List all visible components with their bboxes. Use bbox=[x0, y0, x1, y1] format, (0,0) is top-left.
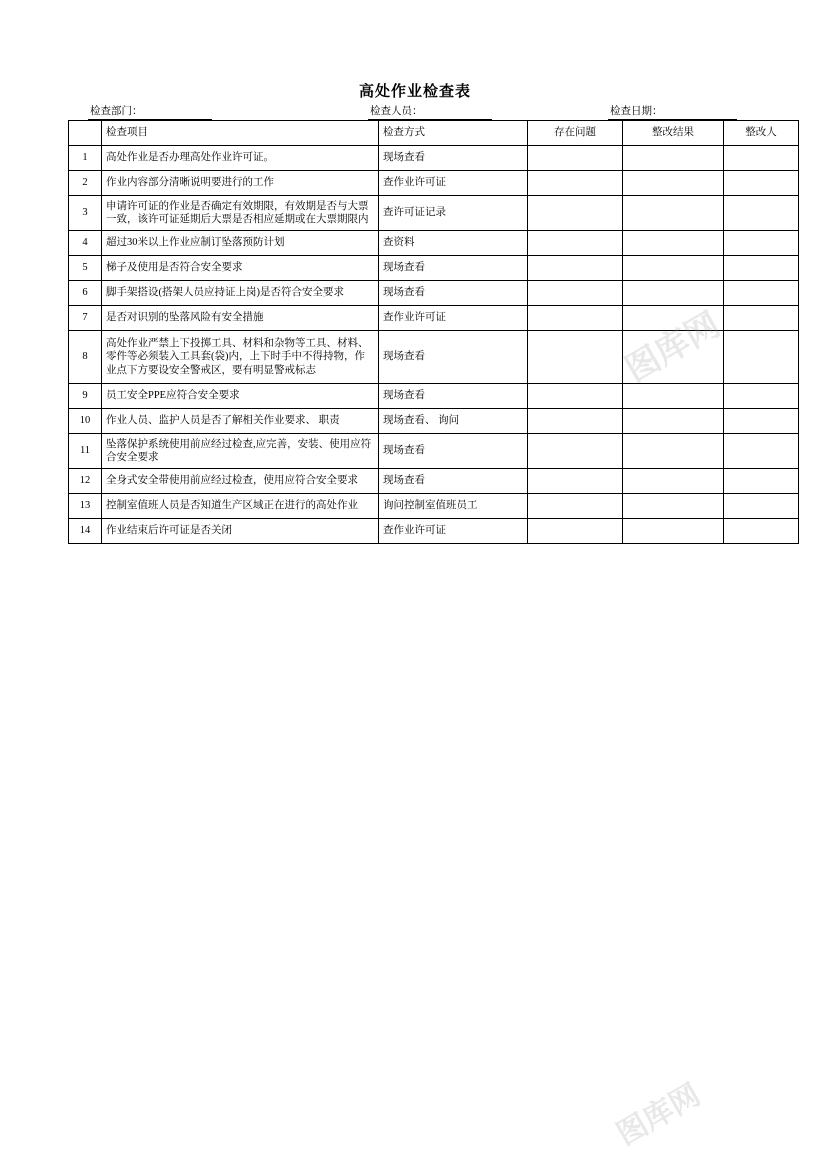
row-way: 现场查看 bbox=[379, 256, 528, 281]
row-person[interactable] bbox=[724, 171, 799, 196]
row-way: 现场查看 bbox=[379, 469, 528, 494]
meta-row bbox=[68, 103, 760, 119]
row-result[interactable] bbox=[623, 231, 724, 256]
table-row bbox=[69, 494, 799, 519]
row-item: 梯子及使用是否符合安全要求 bbox=[102, 256, 379, 281]
row-person[interactable] bbox=[724, 146, 799, 171]
row-way: 查资料 bbox=[379, 231, 528, 256]
check-person-field[interactable]: 检查人员： bbox=[368, 103, 492, 120]
row-result[interactable] bbox=[623, 519, 724, 544]
row-number: 5 bbox=[69, 256, 102, 281]
row-way: 现场查看 bbox=[379, 281, 528, 306]
row-item: 员工安全PPE应符合安全要求 bbox=[102, 384, 379, 409]
row-way: 现场查看 bbox=[379, 434, 528, 469]
row-problem[interactable] bbox=[528, 171, 623, 196]
table-row bbox=[69, 469, 799, 494]
row-person[interactable] bbox=[724, 469, 799, 494]
row-person[interactable] bbox=[724, 231, 799, 256]
row-way: 现场查看、 询问 bbox=[379, 409, 528, 434]
table-header-row bbox=[69, 121, 799, 146]
row-result[interactable] bbox=[623, 256, 724, 281]
row-result[interactable] bbox=[623, 281, 724, 306]
watermark: 图库网 bbox=[618, 304, 727, 391]
row-person[interactable] bbox=[724, 519, 799, 544]
row-item: 作业人员、监护人员是否了解相关作业要求、 职责 bbox=[102, 409, 379, 434]
column-header-problem: 存在问题 bbox=[528, 121, 623, 146]
row-item: 作业结束后许可证是否关闭 bbox=[102, 519, 379, 544]
row-problem[interactable] bbox=[528, 494, 623, 519]
row-number: 11 bbox=[69, 434, 102, 469]
row-number: 12 bbox=[69, 469, 102, 494]
row-result[interactable] bbox=[623, 384, 724, 409]
row-problem[interactable] bbox=[528, 146, 623, 171]
row-way: 现场查看 bbox=[379, 146, 528, 171]
row-result[interactable] bbox=[623, 469, 724, 494]
table-row bbox=[69, 384, 799, 409]
row-number: 3 bbox=[69, 196, 102, 231]
row-number: 14 bbox=[69, 519, 102, 544]
column-header-item: 检查项目 bbox=[102, 121, 379, 146]
row-number: 13 bbox=[69, 494, 102, 519]
row-item: 控制室值班人员是否知道生产区域正在进行的高处作业 bbox=[102, 494, 379, 519]
row-person[interactable] bbox=[724, 384, 799, 409]
table-row bbox=[69, 231, 799, 256]
column-header-person: 整改人 bbox=[724, 121, 799, 146]
row-person[interactable] bbox=[724, 256, 799, 281]
row-way: 查作业许可证 bbox=[379, 519, 528, 544]
row-problem[interactable] bbox=[528, 331, 623, 384]
column-header-number bbox=[69, 121, 102, 146]
row-number: 9 bbox=[69, 384, 102, 409]
column-header-way: 检查方式 bbox=[379, 121, 528, 146]
table-row bbox=[69, 331, 799, 384]
row-person[interactable] bbox=[724, 281, 799, 306]
row-number: 8 bbox=[69, 331, 102, 384]
row-item: 申请许可证的作业是否确定有效期限，有效期是否与大票一致，该许可证延期后大票是否相应延期或在大票期限内 bbox=[102, 196, 379, 231]
row-way: 查许可证记录 bbox=[379, 196, 528, 231]
table-row bbox=[69, 196, 799, 231]
table-row bbox=[69, 146, 799, 171]
row-result[interactable] bbox=[623, 146, 724, 171]
row-result[interactable] bbox=[623, 306, 724, 331]
row-way: 查作业许可证 bbox=[379, 306, 528, 331]
row-problem[interactable] bbox=[528, 409, 623, 434]
row-result[interactable] bbox=[623, 171, 724, 196]
table-row bbox=[69, 409, 799, 434]
row-result[interactable] bbox=[623, 434, 724, 469]
table-row bbox=[69, 519, 799, 544]
row-way: 现场查看 bbox=[379, 384, 528, 409]
row-person[interactable] bbox=[724, 331, 799, 384]
row-result[interactable] bbox=[623, 409, 724, 434]
row-item: 脚手架搭设(搭架人员应持证上岗)是否符合安全要求 bbox=[102, 281, 379, 306]
row-way: 查作业许可证 bbox=[379, 171, 528, 196]
row-problem[interactable] bbox=[528, 256, 623, 281]
row-problem[interactable] bbox=[528, 196, 623, 231]
row-item: 高处作业严禁上下投掷工具、材料和杂物等工具、材料、零件等必须装入工具套(袋)内，上下时手中不得持物，作业点下方要设安全警戒区，要有明显警戒标志 bbox=[102, 331, 379, 384]
row-item: 超过30米以上作业应制订坠落预防计划 bbox=[102, 231, 379, 256]
row-result[interactable] bbox=[623, 494, 724, 519]
row-item: 坠落保护系统使用前应经过检查,应完善，安装、使用应符合安全要求 bbox=[102, 434, 379, 469]
check-date-field[interactable]: 检查日期： bbox=[608, 103, 737, 120]
row-problem[interactable] bbox=[528, 519, 623, 544]
row-problem[interactable] bbox=[528, 434, 623, 469]
row-person[interactable] bbox=[724, 196, 799, 231]
check-department-field[interactable]: 检查部门： bbox=[88, 103, 212, 120]
row-item: 全身式安全带使用前应经过检查，使用应符合安全要求 bbox=[102, 469, 379, 494]
table-row bbox=[69, 306, 799, 331]
row-item: 作业内容部分清晰说明要进行的工作 bbox=[102, 171, 379, 196]
table-row bbox=[69, 281, 799, 306]
watermark: 图库网 bbox=[611, 1077, 707, 1153]
row-problem[interactable] bbox=[528, 384, 623, 409]
row-problem[interactable] bbox=[528, 231, 623, 256]
row-item: 是否对识别的坠落风险有安全措施 bbox=[102, 306, 379, 331]
row-way: 询问控制室值班员工 bbox=[379, 494, 528, 519]
row-person[interactable] bbox=[724, 409, 799, 434]
table-header bbox=[69, 121, 799, 146]
table-row bbox=[69, 256, 799, 281]
row-person[interactable] bbox=[724, 434, 799, 469]
row-problem[interactable] bbox=[528, 306, 623, 331]
page-title: 高处作业检查表 bbox=[358, 82, 471, 100]
row-problem[interactable] bbox=[528, 469, 623, 494]
row-result[interactable] bbox=[623, 196, 724, 231]
table-row bbox=[69, 434, 799, 469]
column-header-result: 整改结果 bbox=[623, 121, 724, 146]
row-person[interactable] bbox=[724, 494, 799, 519]
row-person[interactable] bbox=[724, 306, 799, 331]
row-number: 2 bbox=[69, 171, 102, 196]
row-number: 10 bbox=[69, 409, 102, 434]
row-number: 7 bbox=[69, 306, 102, 331]
row-item: 高处作业是否办理高处作业许可证。 bbox=[102, 146, 379, 171]
table-row bbox=[69, 171, 799, 196]
row-number: 1 bbox=[69, 146, 102, 171]
table-body bbox=[69, 146, 799, 544]
inspection-table bbox=[68, 120, 799, 544]
row-number: 4 bbox=[69, 231, 102, 256]
row-way: 现场查看 bbox=[379, 331, 528, 384]
row-number: 6 bbox=[69, 281, 102, 306]
row-problem[interactable] bbox=[528, 281, 623, 306]
row-result[interactable] bbox=[623, 331, 724, 384]
